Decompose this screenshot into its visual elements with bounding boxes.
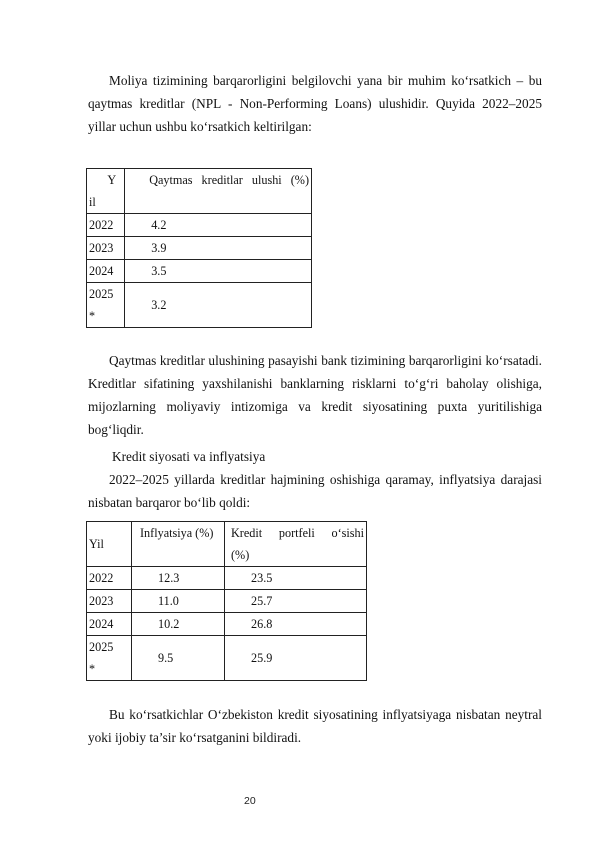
- table-row: [87, 260, 312, 283]
- year-cell: 2023: [87, 590, 132, 613]
- inflation-cell: 9.5: [132, 636, 225, 681]
- header-year-part-2: il: [89, 195, 96, 209]
- value-cell: 4.2: [125, 214, 312, 237]
- header-year-part-1: Y: [107, 173, 117, 187]
- table-row: [87, 567, 367, 590]
- table-row: [87, 590, 367, 613]
- year-cell: [87, 283, 125, 328]
- credit-cell: 25.7: [225, 590, 367, 613]
- inflation-cell: 10.2: [132, 613, 225, 636]
- year-part-1: 2025: [89, 287, 114, 301]
- year-cell: 2022: [87, 214, 125, 237]
- year-cell: 2024: [87, 613, 132, 636]
- value-cell: 3.2: [125, 283, 312, 328]
- table-row: [87, 283, 312, 328]
- header-credit-label: Kredit portfeli o‘sishi (%): [231, 526, 364, 562]
- credit-cell: 23.5: [225, 567, 367, 590]
- year-part-2: *: [89, 662, 96, 676]
- section-heading: Kredit siyosati va inflyatsiya: [112, 449, 266, 464]
- credit-cell: 26.8: [225, 613, 367, 636]
- header-year-cell: Yil: [87, 522, 132, 567]
- year-cell: 2022: [87, 567, 132, 590]
- table-row: [87, 636, 367, 681]
- inflation-table: [86, 521, 367, 681]
- intro-paragraph: Moliya tizimining barqarorligini belgilovchi yana bir muhim ko‘rsatkich – bu qaytmas kreditlar (NPL - Non-Performing Loans) ulushidir. Quyida 2022–2025 yillar uchun ushbu ko‘rsatkich keltirilgan:: [88, 73, 542, 134]
- page-number: 20: [244, 795, 256, 807]
- table-header-row: [87, 522, 367, 567]
- value-cell: 3.5: [125, 260, 312, 283]
- header-credit-cell: [225, 522, 367, 567]
- year-part-1: 2025: [89, 640, 114, 654]
- conclusion-paragraph: Bu ko‘rsatkichlar O‘zbekiston kredit siyosatining inflyatsiyaga nisbatan neytral yoki ijobiy ta’sir ko‘rsatganini bildiradi.: [88, 707, 542, 745]
- value-cell: 3.9: [125, 237, 312, 260]
- inflation-cell: 12.3: [132, 567, 225, 590]
- header-value-label: Qaytmas kreditlar ulushi (%): [149, 173, 309, 187]
- table-row: [87, 237, 312, 260]
- header-value-cell: [125, 169, 312, 214]
- table-header-row: [87, 169, 312, 214]
- header-year-cell: [87, 169, 125, 214]
- year-part-2: *: [89, 309, 96, 323]
- header-inflation-cell: Inflyatsiya (%): [132, 522, 225, 567]
- year-cell: 2024: [87, 260, 125, 283]
- year-cell: 2023: [87, 237, 125, 260]
- analysis-paragraph: Qaytmas kreditlar ulushining pasayishi bank tizimining barqarorligini ko‘rsatadi. Kreditlar sifatining yaxshilanishi banklarning risklarni to‘g‘ri baholay olishiga, mijozlarning moliyaviy intizomiga va kredit siyosatining puxta yuritilishiga bog‘liqdir.: [88, 353, 542, 437]
- year-cell: [87, 636, 132, 681]
- table-row: [87, 214, 312, 237]
- inflation-cell: 11.0: [132, 590, 225, 613]
- table-row: [87, 613, 367, 636]
- credit-cell: 25.9: [225, 636, 367, 681]
- inflation-paragraph: 2022–2025 yillarda kreditlar hajmining oshishiga qaramay, inflyatsiya darajasi nisbatan barqaror bo‘lib qoldi:: [88, 472, 542, 510]
- npl-table: [86, 168, 312, 328]
